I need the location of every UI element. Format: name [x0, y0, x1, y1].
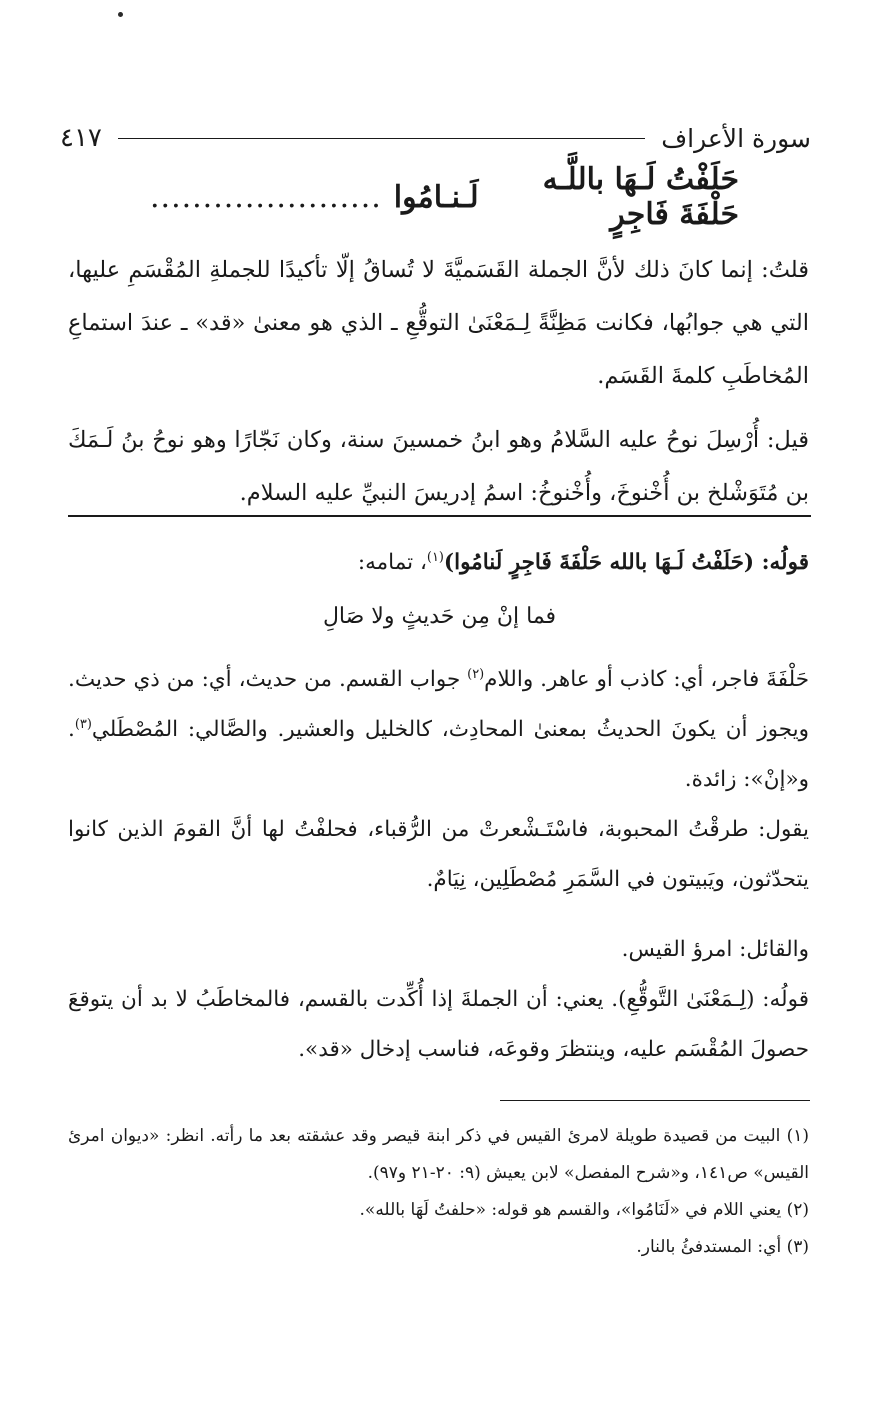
commentary-2-tail: . و«إنْ»: زائدة. — [68, 717, 809, 792]
header-rule — [118, 138, 645, 139]
corner-dot — [118, 12, 123, 17]
footnotes — [68, 1118, 809, 1266]
commentary-paragraph-3 — [68, 805, 809, 905]
footnote-2: (٢) يعني اللام في «لَنَامُوا»، والقسم هو قوله: «حلفتُ لَهَا بالله». — [359, 1200, 809, 1220]
commentary-2-line — [68, 655, 809, 805]
commentary-3-text: يقول: طرقْتُ المحبوبة، فاسْتَـشْعرتْ من الرُّقباء، فحلفْتُ لها أنَّ القومَ الذين كانوا يتحدّثون، ويَبيتون في السَّمَرِ مُصْطَلِين، نِيَامٌ. — [68, 817, 809, 892]
commentary-1-text: قولُه: (حَلَفْتُ لَـهَا بالله حَلْفَةَ فَاجِرٍ لَنامُوا) — [443, 550, 809, 575]
footnote-ref-2: (٢) — [467, 666, 485, 682]
verse-first-hemistich: حَلَفْتُ لَـهَا باللَّـه حَلْفَةَ فَاجِرٍ — [542, 162, 739, 232]
verse-second-hemistich: لَـنـامُوا — [393, 179, 479, 215]
footnote-divider — [500, 1100, 810, 1101]
main-paragraph-1-text: قلتُ: إنما كانَ ذلك لأنَّ الجملة القَسَميَّةَ لا تُساقُ إلّا تأكيدًا للجملةِ المُقْسَمِ عليها، التي هي جوابُها، فكانت مَظِنَّةً لِـمَعْنَىٰ التوقُّعِ ـ الذي هو معنىٰ «قد» ـ عندَ استماعِ المُخاطَبِ كلمةَ القَسَم. — [68, 257, 809, 389]
main-paragraph-2-text: قيل: أُرْسِلَ نوحُ عليه السَّلامُ وهو ابنُ خمسينَ سنة، وكان نَجّارًا وهو نوحُ بنُ لَـمَكَ بن مُتَوَشْلخ بن أُخْنوخَ، وأُخْنوخُ: اسمُ إدريسَ النبيِّ عليه السلام. — [68, 427, 809, 506]
surah-name: سورة الأعراف — [661, 123, 811, 153]
commentary-1-tail: ، تمامه: — [357, 550, 427, 575]
commentary-5-text: قولُه: (لِـمَعْنَىٰ التَّوقُّعِ). يعني: أن الجملةَ إذا أُكِّدت بالقسم، فالمخاطَبُ لا بد أن يتوقعَ حصولَ المُقْسَم عليه، وينتظرَ وقوعَه، فناسب إدخال «قد». — [68, 987, 809, 1062]
commentary-paragraph-4 — [68, 925, 809, 975]
main-paragraph-1 — [68, 244, 809, 403]
verse-dots: ...................... — [150, 179, 382, 215]
footnote-ref-1: (١) — [426, 549, 444, 565]
main-paragraph-2 — [68, 414, 809, 520]
commentary-1-line — [68, 538, 809, 588]
commentary-2-mid: جواب القسم. من حديث، أي: من ذي حديث. ويجوز أن يكونَ الحديثُ بمعنىٰ المحادِث، كالخليل والعشير. والصَّالي: المُصْطَلي — [68, 667, 809, 742]
running-header — [60, 118, 811, 158]
commentary-hemistich: فما إنْ مِن حَديثٍ ولا صَالِ — [322, 604, 557, 629]
verse-second-part — [150, 180, 479, 215]
footnote-1: (١) البيت من قصيدة طويلة لامرئ القيس في ذكر ابنة قيصر وقد عشقته بعد ما رأته. انظر: «ديوان امرئ القيس» ص١٤١، و«شرح المفصل» لابن يعيش (٩: ٢٠-٢١ و٩٧). — [68, 1126, 809, 1183]
commentary-2-text: حَلْفَةَ فاجر، أي: كاذب أو عاهر. واللام — [484, 667, 809, 692]
commentary-4-text: والقائل: امرؤ القيس. — [621, 937, 809, 962]
footnote-ref-3: (٣) — [74, 716, 92, 732]
commentary-paragraph-1 — [68, 538, 809, 588]
poem-verse — [150, 162, 739, 232]
commentary-paragraph-2 — [68, 655, 809, 805]
page-number: ٤١٧ — [60, 123, 102, 153]
commentary-paragraph-5 — [68, 975, 809, 1075]
main-divider — [68, 515, 811, 517]
footnote-3: (٣) أي: المستدفئُ بالنار. — [636, 1237, 809, 1257]
